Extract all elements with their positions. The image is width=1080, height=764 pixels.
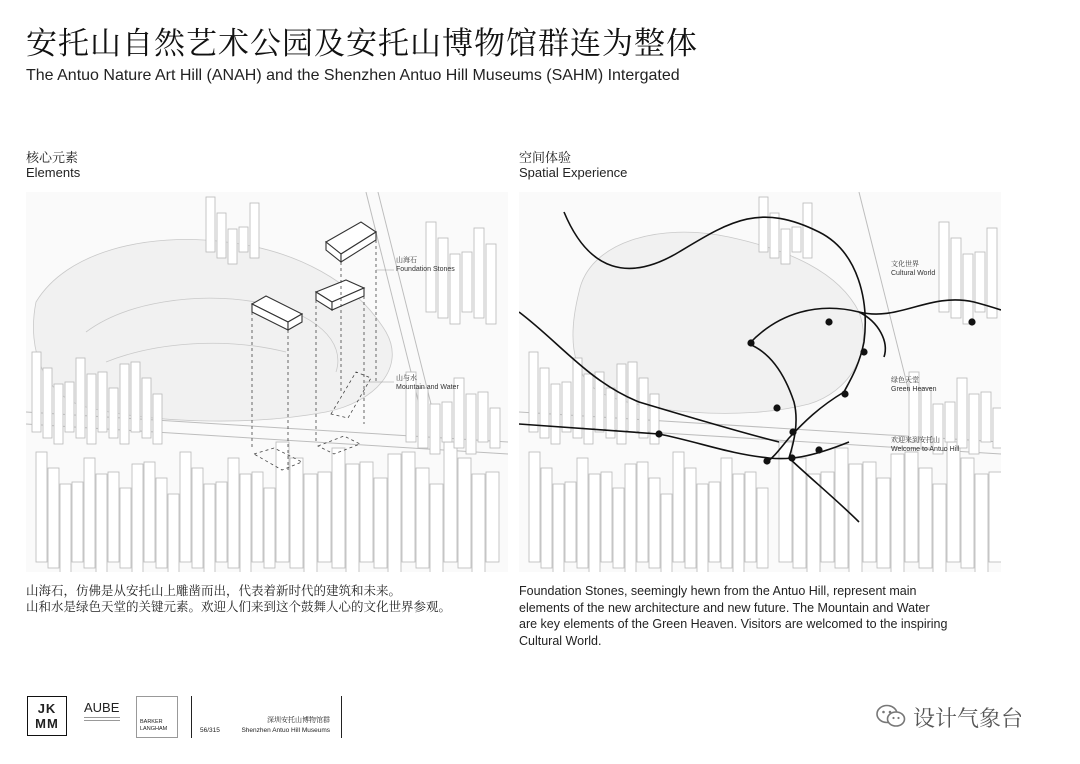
route-node	[860, 348, 867, 355]
project-name-cn: 深圳安托山博物馆群	[267, 716, 330, 724]
building-tower	[951, 238, 961, 318]
building-tower	[144, 462, 155, 562]
building-tower	[96, 474, 107, 572]
building-tower	[637, 462, 648, 562]
building-tower	[877, 478, 890, 568]
building-tower	[821, 472, 834, 562]
building-tower	[963, 254, 973, 324]
building-tower	[466, 394, 476, 454]
building-tower	[48, 468, 59, 568]
building-tower	[757, 488, 768, 568]
building-tower	[153, 394, 162, 444]
building-tower	[228, 458, 239, 568]
building-tower	[360, 462, 373, 562]
building-tower	[993, 408, 1001, 448]
building-tower	[430, 404, 440, 454]
building-tower	[613, 488, 624, 568]
building-tower	[987, 228, 997, 318]
building-tower	[759, 197, 768, 252]
building-tower	[919, 468, 932, 568]
building-tower	[290, 458, 303, 568]
page-title: 安托山自然艺术公园及安托山博物馆群连为整体	[26, 26, 698, 62]
building-tower	[490, 408, 500, 448]
building-tower	[216, 482, 227, 562]
elements-illustration	[26, 192, 508, 572]
building-tower	[933, 484, 946, 572]
building-tower	[264, 488, 275, 568]
aube-logo: AUBE	[84, 700, 120, 715]
building-tower	[388, 454, 401, 572]
building-tower	[975, 474, 988, 572]
route-node	[789, 428, 796, 435]
building-tower	[673, 452, 684, 562]
building-tower	[98, 372, 107, 432]
building-tower	[939, 222, 949, 312]
footer-divider	[191, 696, 192, 738]
building-tower	[529, 352, 538, 432]
building-tower	[947, 442, 960, 562]
right-heading-en: Spatial Experience	[519, 165, 628, 180]
building-tower	[206, 197, 215, 252]
building-tower	[32, 352, 41, 432]
page-number: 56/315	[200, 727, 220, 734]
building-tower	[442, 402, 452, 442]
left-heading-en: Elements	[26, 165, 81, 180]
building-tower	[204, 484, 215, 572]
page-subtitle: The Antuo Nature Art Hill (ANAH) and the Shenzhen Antuo Hill Museums (SAHM) Intergated	[26, 67, 680, 84]
building-tower	[529, 452, 540, 562]
building-tower	[65, 382, 74, 432]
building-tower	[905, 452, 918, 562]
building-tower	[217, 213, 226, 258]
label-mountain-water: 山与水 Mountain and Water	[396, 375, 459, 391]
building-tower	[745, 472, 756, 562]
building-tower	[87, 374, 96, 444]
building-tower	[228, 229, 237, 264]
building-tower	[180, 452, 191, 562]
jkmm-logo: JK MM	[27, 696, 67, 736]
building-tower	[131, 362, 140, 432]
building-tower	[577, 458, 588, 568]
building-tower	[76, 358, 85, 438]
route-node	[788, 454, 795, 461]
building-tower	[132, 464, 143, 572]
building-tower	[573, 358, 582, 438]
building-tower	[961, 458, 974, 568]
building-tower	[458, 458, 471, 568]
building-tower	[835, 448, 848, 568]
building-tower	[444, 442, 457, 562]
building-tower	[318, 472, 331, 562]
building-tower	[84, 458, 95, 568]
building-tower	[472, 474, 485, 572]
route-node	[815, 446, 822, 453]
description-en: Foundation Stones, seemingly hewn from the Antuo Hill, represent main elements of the new architecture and new future. The Mountain and Water are key elements of the Green Heaven. Visitors are welcomed to the inspiring Cultural World.	[519, 584, 948, 648]
building-tower	[346, 464, 359, 572]
aube-logo-lines	[84, 717, 120, 721]
building-tower	[332, 448, 345, 568]
building-tower	[733, 474, 744, 572]
building-tower	[486, 244, 496, 324]
building-tower	[43, 368, 52, 438]
building-tower	[551, 384, 560, 444]
building-tower	[108, 472, 119, 562]
building-tower	[250, 203, 259, 258]
watermark-text: 设计气象台	[913, 707, 1024, 732]
building-tower	[120, 364, 129, 444]
route-node	[655, 430, 662, 437]
spatial-experience-illustration	[519, 192, 1001, 572]
route-node	[825, 318, 832, 325]
building-tower	[374, 478, 387, 568]
building-tower	[803, 203, 812, 258]
barker-langham-logo: BARKER LANGHAM	[136, 696, 178, 738]
label-welcome: 欢迎来到安托山 Welcome to Antuo Hill	[891, 437, 960, 453]
building-tower	[709, 482, 720, 562]
label-cultural-world: 文化世界 Cultural World	[891, 261, 936, 277]
description-cn: 山海石，仿佛是从安托山上雕凿而出，代表着新时代的建筑和未来。 山和水是绿色天堂的关键元素。欢迎人们来到这个鼓舞人心的文化世界参观。	[26, 583, 452, 614]
building-tower	[72, 482, 83, 562]
building-tower	[252, 472, 263, 562]
wechat-icon	[876, 703, 906, 729]
building-tower	[438, 238, 448, 318]
building-tower	[565, 482, 576, 562]
building-tower	[562, 382, 571, 432]
building-tower	[402, 452, 415, 562]
building-tower	[661, 494, 672, 572]
label-green-heaven: 绿色天堂 Green Heaven	[891, 377, 937, 393]
building-tower	[891, 454, 904, 572]
building-tower	[276, 442, 289, 562]
building-tower	[120, 488, 131, 568]
route-node	[773, 404, 780, 411]
building-tower	[540, 368, 549, 438]
left-heading-cn: 核心元素	[26, 151, 79, 166]
building-tower	[589, 474, 600, 572]
building-tower	[721, 458, 732, 568]
building-tower	[649, 478, 660, 568]
right-heading-cn: 空间体验	[519, 151, 572, 166]
building-tower	[142, 378, 151, 438]
building-tower	[863, 462, 876, 562]
building-tower	[553, 484, 564, 572]
project-name-en: Shenzhen Antuo Hill Museums	[241, 727, 330, 734]
building-tower	[625, 464, 636, 572]
building-tower	[793, 458, 806, 568]
building-tower	[685, 468, 696, 568]
footer-divider-right	[341, 696, 342, 738]
building-tower	[601, 472, 612, 562]
building-tower	[474, 228, 484, 318]
building-tower	[807, 474, 820, 572]
building-tower	[240, 474, 251, 572]
building-tower	[430, 484, 443, 572]
building-tower	[54, 384, 63, 444]
building-tower	[462, 252, 472, 312]
building-tower	[36, 452, 47, 562]
building-tower	[156, 478, 167, 568]
building-tower	[792, 227, 801, 252]
building-tower	[60, 484, 71, 572]
route-node	[747, 339, 754, 346]
building-tower	[239, 227, 248, 252]
building-tower	[981, 392, 991, 442]
building-tower	[770, 213, 779, 258]
building-tower	[584, 374, 593, 444]
building-tower	[639, 378, 648, 438]
building-tower	[541, 468, 552, 568]
building-tower	[478, 392, 488, 442]
building-tower	[304, 474, 317, 572]
route-node	[763, 457, 770, 464]
building-tower	[109, 388, 118, 438]
building-tower	[418, 388, 428, 448]
route-node	[968, 318, 975, 325]
building-tower	[192, 468, 203, 568]
building-tower	[969, 394, 979, 454]
building-tower	[781, 229, 790, 264]
building-tower	[989, 472, 1001, 562]
building-tower	[697, 484, 708, 572]
building-tower	[416, 468, 429, 568]
route-node	[841, 390, 848, 397]
building-tower	[486, 472, 499, 562]
building-tower	[168, 494, 179, 572]
label-foundation-stones: 山海石 Foundation Stones	[396, 257, 455, 273]
